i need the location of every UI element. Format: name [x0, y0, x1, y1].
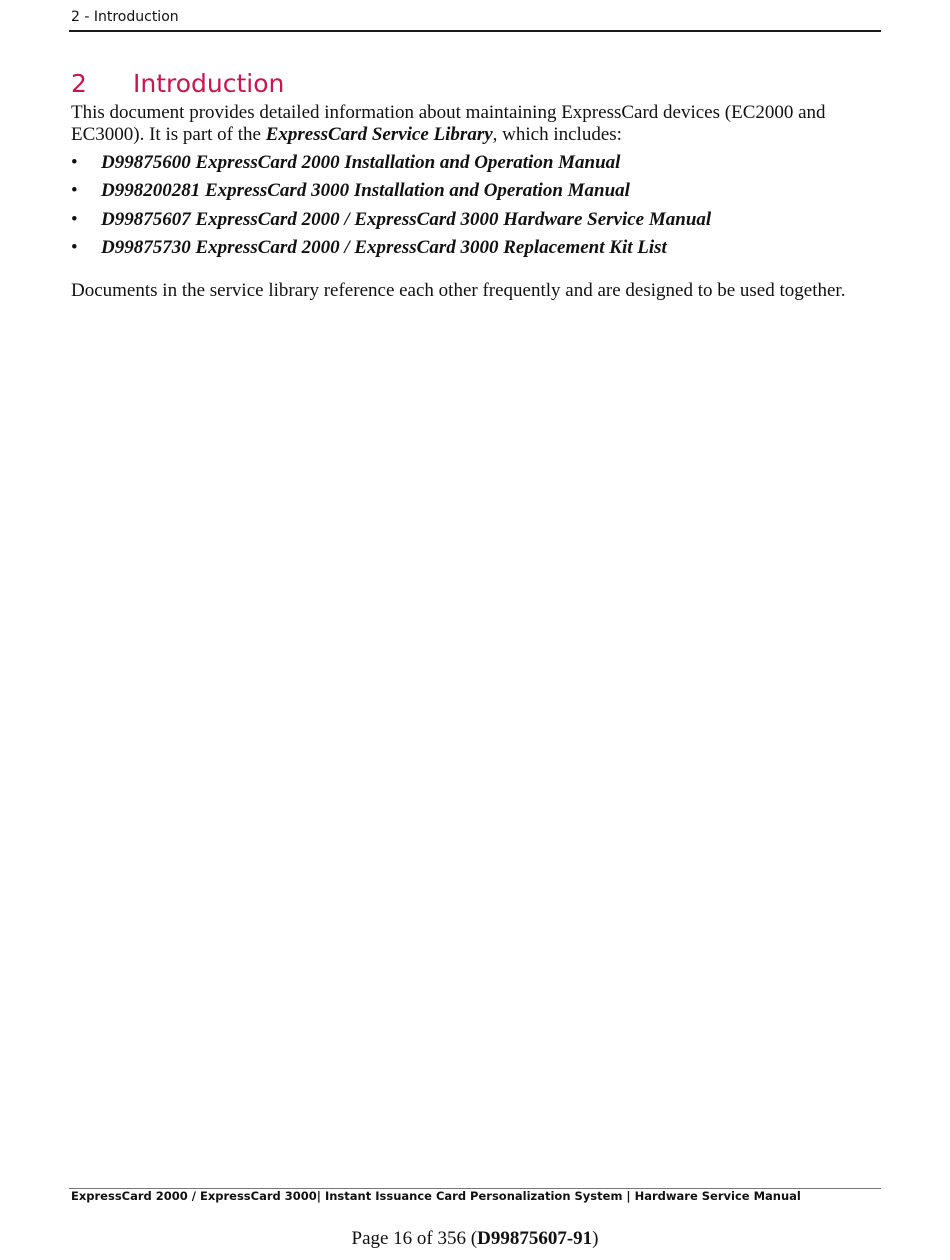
section-heading [71, 68, 284, 100]
document-title: D99875730 ExpressCard 2000 / ExpressCard 3000 Replacement Kit List [101, 236, 667, 258]
bullet-icon: • [71, 236, 78, 258]
document-number: D99875607-91 [477, 1228, 593, 1249]
document-title: D998200281 ExpressCard 3000 Installation and Operation Manual [101, 180, 630, 202]
document-title: D99875600 ExpressCard 2000 Installation and Operation Manual [101, 152, 621, 173]
bullet-icon: • [71, 152, 78, 173]
section-number: 2 [71, 69, 87, 98]
intro-text-start: This document provides detailed information about maintaining ExpressCard devices (EC2000 and EC3000). It is part of the [71, 102, 826, 145]
bullet-icon: • [71, 208, 78, 230]
bullet-icon: • [71, 180, 78, 202]
section-title: Introduction [133, 69, 285, 98]
document-title: D99875607 ExpressCard 2000 / ExpressCard 3000 Hardware Service Manual [101, 208, 712, 230]
page-number [0, 1228, 950, 1250]
running-header: 2 - Introduction [71, 9, 179, 25]
footer-document-title: ExpressCard 2000 / ExpressCard 3000| Instant Issuance Card Personalization System | Hardware Service Manual [71, 1189, 801, 1203]
page-number-close: ) [592, 1228, 599, 1249]
list-item [71, 180, 711, 208]
closing-paragraph: Documents in the service library reference each other frequently and are designed to be used together. [71, 280, 846, 301]
library-name: ExpressCard Service Library [265, 124, 493, 145]
intro-paragraph [71, 102, 871, 146]
page-number-text: Page 16 of 356 ( [351, 1228, 478, 1249]
intro-text-end: , which includes: [492, 124, 622, 145]
list-item [71, 237, 711, 265]
list-item [71, 209, 711, 237]
list-item [71, 152, 711, 180]
header-rule [69, 30, 881, 32]
document-list [71, 152, 711, 265]
